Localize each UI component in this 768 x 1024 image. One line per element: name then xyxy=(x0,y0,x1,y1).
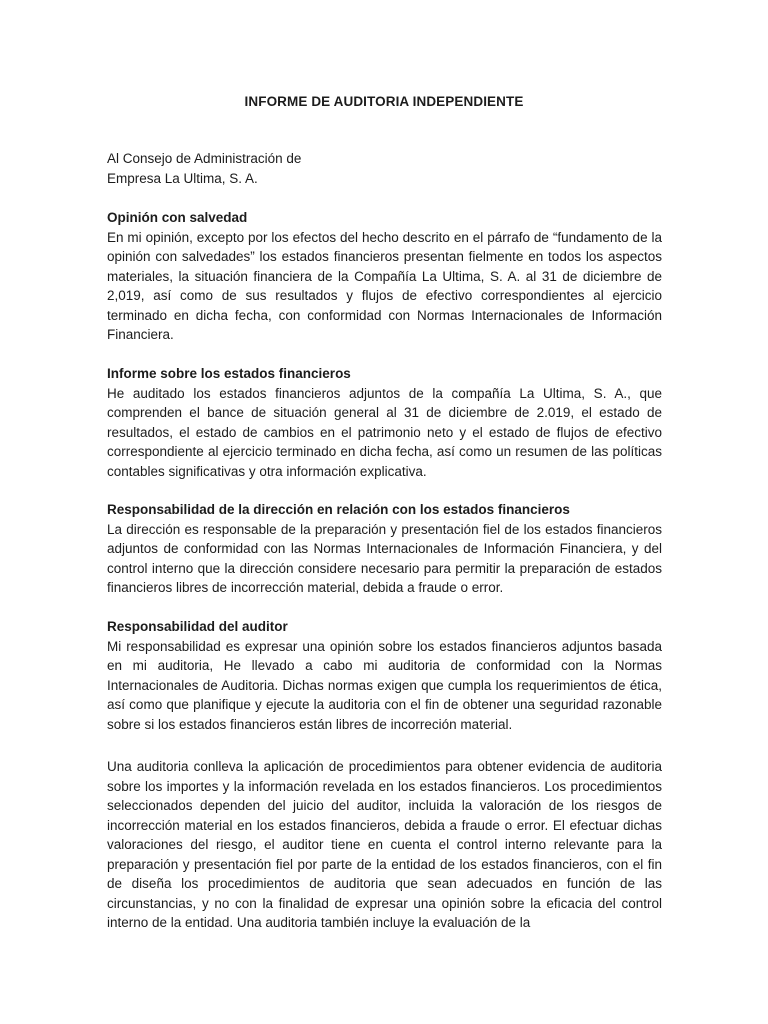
report-title: INFORME DE AUDITORIA INDEPENDIENTE xyxy=(244,94,524,109)
addressee-line-1: Al Consejo de Administración de xyxy=(107,151,302,166)
section-paragraph: En mi opinión, excepto por los efectos del hecho descrito en el párrafo de “fundamento de la opinión con salvedades” los estados financieros presentan fielmente en todos los aspectos materiales, la situación financiera de la Compañía La Ultima, S. A. al 31 de diciembre de 2,019, así como de sus resultados y flujos de efectivo correspondientes al ejercicio terminado en dicha fecha, con conformidad con Normas Internacionales de Información Financiera. xyxy=(107,229,662,342)
addressee-line-2: Empresa La Ultima, S. A. xyxy=(107,170,258,186)
section-audit-procedures xyxy=(107,757,662,933)
closing-paragraph: Una auditoria conlleva la aplicación de procedimientos para obtener evidencia de auditoria sobre los importes y la información revelada en los estados financieros. Los procedimientos seleccionados dependen del juicio del auditor, incluida la valoración de los riesgos de incorrección material en los estados financieros, debida a fraude o error. El efectuar dichas valoraciones del riesgo, el auditor tiene en cuenta el control interno relevante para la preparación y presentación fiel por parte de la entidad de los estados financieros, con el fin de diseña los procedimientos de auditoria que sean adecuados en función de las circunstancias, y no con la finalidad de expresar una opinión sobre la eficacia del control interno de la entidad. Una auditoria también incluye la evaluación de la xyxy=(107,759,662,930)
section-opinion xyxy=(107,208,662,345)
section-auditor-responsibility xyxy=(107,617,662,734)
section-paragraph: La dirección es responsable de la preparación y presentación fiel de los estados financieros adjuntos de conformidad con las Normas Internacionales de Información Financiera, y del control interno que la dirección considere necesario para permitir la preparación de estados financieros libres de incorrección material, debida a fraude o error. xyxy=(107,521,662,595)
section-paragraph: He auditado los estados financieros adjuntos de la compañía La Ultima, S. A., que comprenden el bance de situación general al 31 de diciembre de 2.019, el estado de resultados, el estado de cambios en el patrimonio neto y el estado de flujos de efectivo correspondiente al ejercicio terminado en dicha fecha, así como un resumen de las políticas contables significativas y otra información explicativa. xyxy=(107,385,662,479)
section-heading: Informe sobre los estados financieros xyxy=(107,366,351,381)
section-heading: Responsabilidad del auditor xyxy=(107,619,288,634)
section-heading: Responsabilidad de la dirección en relación con los estados financieros xyxy=(107,502,570,517)
section-heading: Opinión con salvedad xyxy=(107,210,248,225)
section-management-responsibility xyxy=(107,500,662,598)
addressee-block xyxy=(107,149,662,188)
section-paragraph: Mi responsabilidad es expresar una opinión sobre los estados financieros adjuntos basada en mi auditoria, He llevado a cabo mi auditoria de conformidad con la Normas Internacionales de Auditoria. Dichas normas exigen que cumpla los requerimientos de ética, así como que planifique y ejecute la auditoria con el fin de obtener una seguridad razonable sobre si los estados financieros están libres de incorreción material. xyxy=(107,638,662,732)
section-financial-statements-report xyxy=(107,364,662,481)
